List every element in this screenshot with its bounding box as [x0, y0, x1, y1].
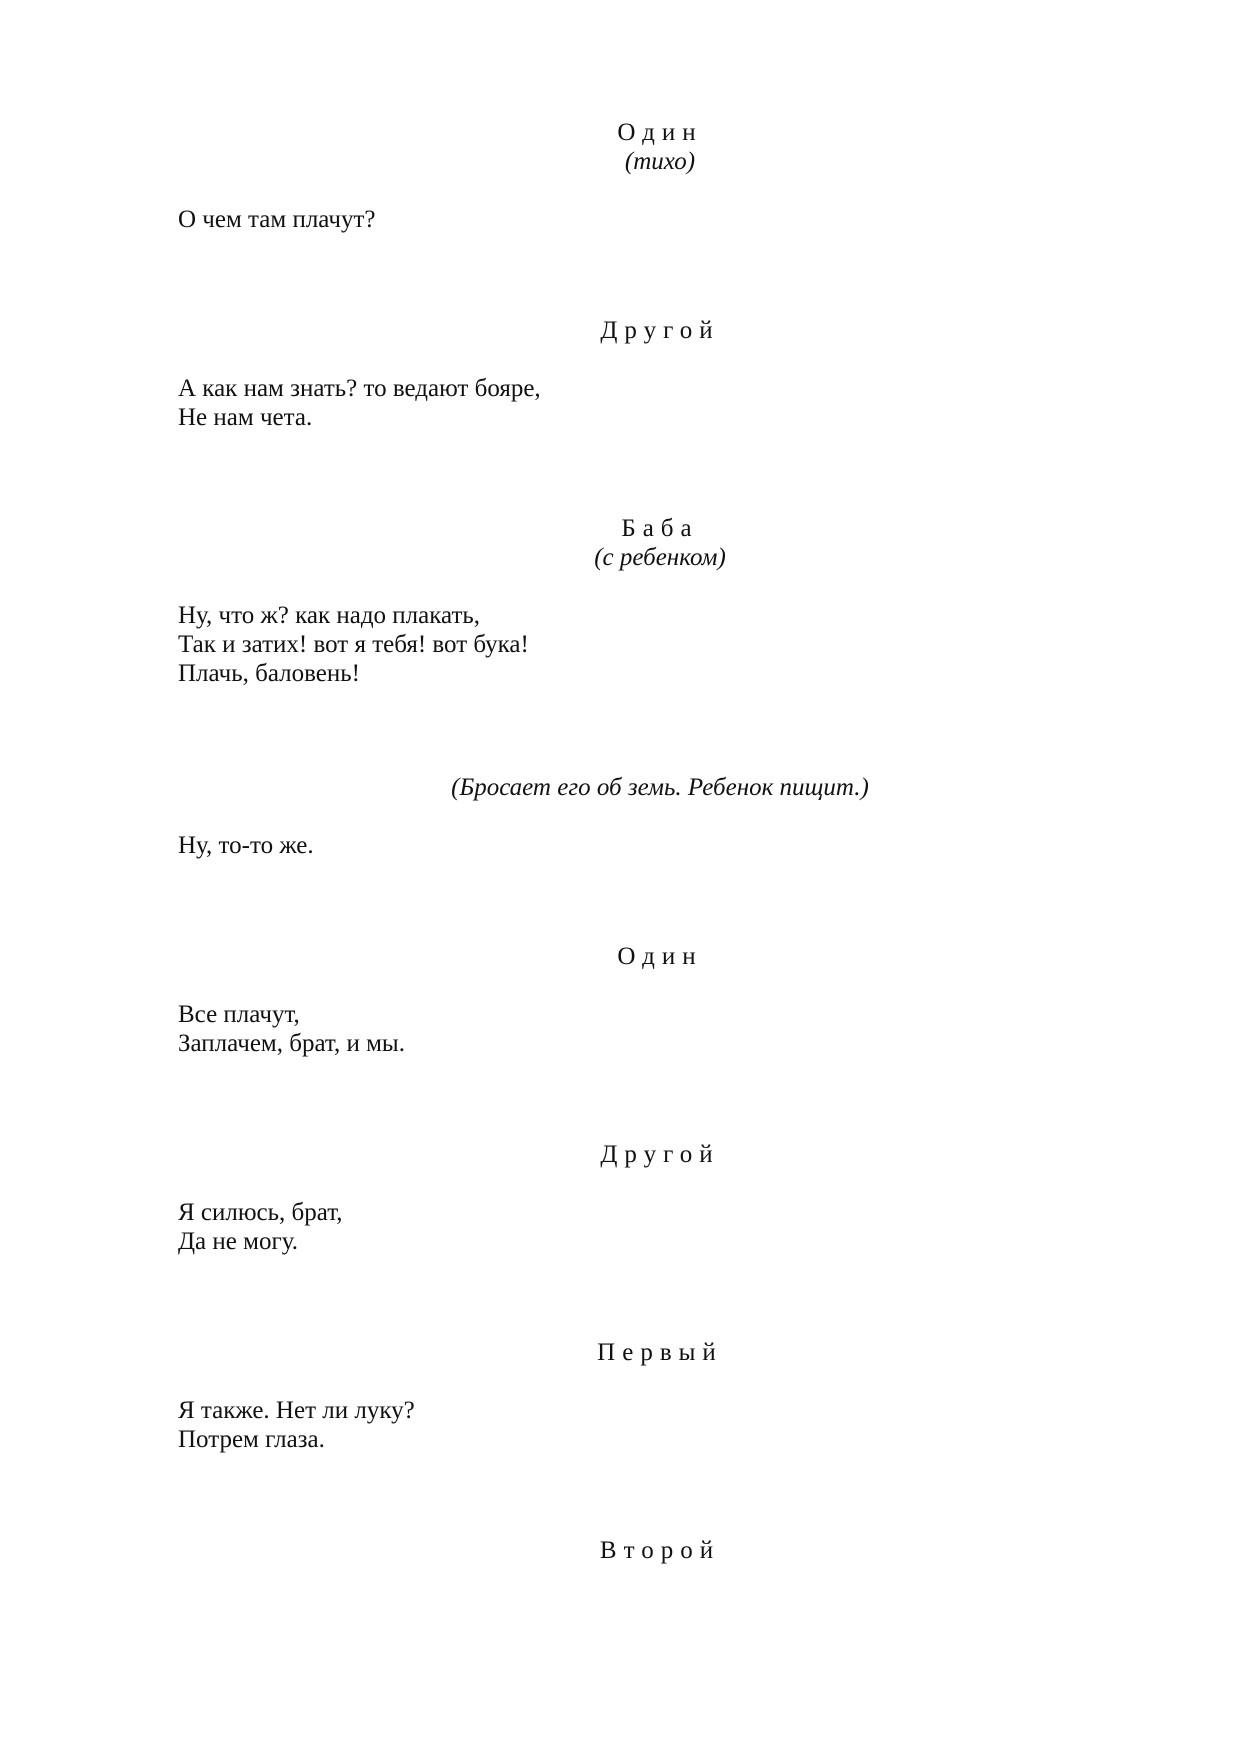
dialogue-line: Плачь, баловень!	[178, 660, 360, 687]
dialogue-line: А как нам знать? то ведают бояре,	[178, 375, 541, 402]
speaker-name: Другой	[600, 317, 720, 344]
stage-direction: (тихо)	[624, 148, 696, 175]
speaker-name: Один	[617, 943, 703, 970]
dialogue-line: Не нам чета.	[178, 404, 313, 431]
dialogue-line: Я силюсь, брат,	[178, 1199, 343, 1226]
dialogue-line: Так и затих! вот я тебя! вот бука!	[178, 631, 529, 658]
stage-direction: (с ребенком)	[594, 544, 726, 571]
dialogue-line: Я также. Нет ли луку?	[178, 1397, 415, 1424]
speaker-name: Второй	[599, 1537, 721, 1564]
stage-direction: (Бросает его об земь. Ребенок пищит.)	[451, 774, 869, 801]
dialogue-line: Потрем глаза.	[178, 1426, 325, 1453]
dialogue-line: Заплачем, брат, и мы.	[178, 1030, 405, 1057]
dialogue-line: Ну, то-то же.	[178, 832, 314, 859]
dialogue-line: О чем там плачут?	[178, 206, 376, 233]
dialogue-line: Да не могу.	[178, 1228, 298, 1255]
speaker-name: Первый	[597, 1339, 723, 1366]
dialogue-line: Все плачут,	[178, 1001, 300, 1028]
speaker-name: Другой	[600, 1141, 720, 1168]
dialogue-line: Ну, что ж? как надо плакать,	[178, 602, 481, 629]
speaker-name: Баба	[621, 515, 699, 542]
speaker-name: Один	[617, 119, 703, 146]
